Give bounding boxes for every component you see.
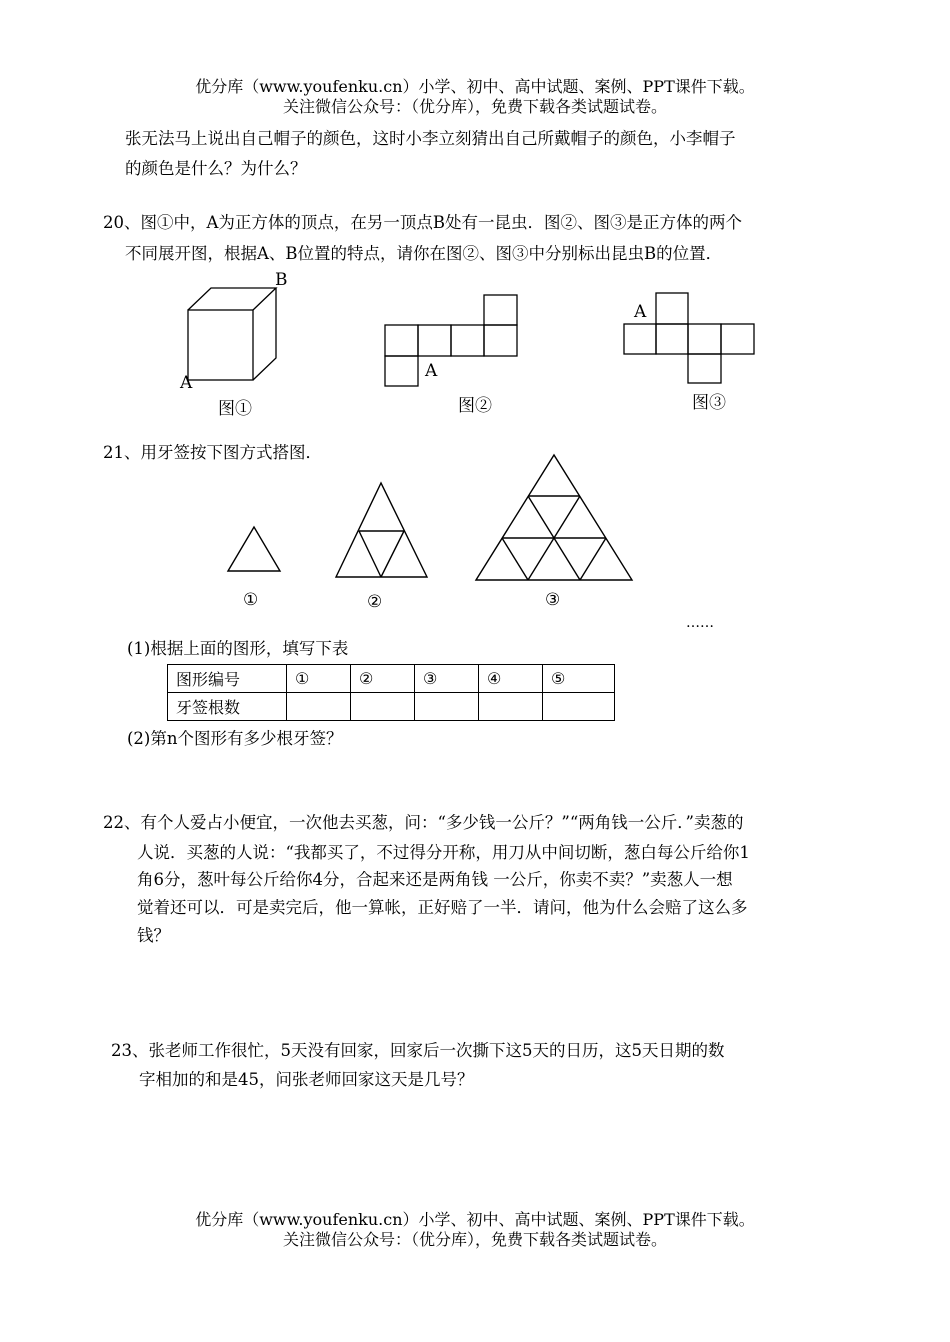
table-header-cell: 牙签根数 <box>168 693 287 721</box>
table-answer-cell[interactable] <box>543 693 615 721</box>
table-answer-cell[interactable] <box>479 693 543 721</box>
table-row <box>168 665 615 693</box>
toothpick-triangles <box>200 450 650 585</box>
fig1-caption: 图① <box>218 399 252 419</box>
q20-line-2: 不同展开图，根据A、B位置的特点，请你在图②、图③中分别标出昆虫B的位置． <box>125 244 723 263</box>
triangle-figure-3 <box>476 455 632 580</box>
q19-line-2: 的颜色是什么？为什么？ <box>125 159 307 178</box>
cube-top-face <box>188 288 276 310</box>
net2-square <box>451 325 484 356</box>
fig2-caption: 图② <box>458 396 492 416</box>
q23-line-1: 23、张老师工作很忙，5天没有回家，回家后一次撕下这5天的日历，这5天日期的数 <box>111 1041 725 1060</box>
net2-square <box>484 295 517 325</box>
footer-line-1: 优分库（www.youfenku.cn）小学、初中、高中试题、案例、PPT课件下载。 <box>195 1210 755 1229</box>
table-answer-cell[interactable] <box>415 693 479 721</box>
table-answer-cell[interactable] <box>351 693 415 721</box>
q21-part-1: (1)根据上面的图形，填写下表 <box>127 639 349 658</box>
cube-label-a: A <box>180 373 193 393</box>
q21-line-1: 21、用牙签按下图方式搭图． <box>103 443 322 462</box>
table-cell: ① <box>287 665 351 693</box>
net2-square <box>385 356 418 386</box>
q22-line-3: 角6分，葱叶每公斤给你4分，合起来还是两角钱 一公斤，你卖不卖？”卖葱人一想 <box>137 870 733 889</box>
q22-line-2: 人说．买葱的人说：“我都买了，不过得分开称，用刀从中间切断，葱白每公斤给你1 <box>137 843 750 862</box>
net3-square <box>656 324 688 354</box>
net3-square <box>688 324 721 354</box>
toothpick-table <box>167 664 615 721</box>
header-line-1: 优分库（www.youfenku.cn）小学、初中、高中试题、案例、PPT课件下载。 <box>195 77 755 96</box>
net3-square <box>656 293 688 324</box>
triangle-caption-1: ① <box>243 590 259 610</box>
net3-label-a: A <box>634 302 647 322</box>
cube-label-b: B <box>275 270 288 290</box>
table-cell: ④ <box>479 665 543 693</box>
net3-square <box>624 324 656 354</box>
net2-square <box>385 325 418 356</box>
cube-net-2 <box>380 292 525 392</box>
table-answer-cell[interactable] <box>287 693 351 721</box>
q21-part-2: (2)第n个图形有多少根牙签？ <box>127 729 343 748</box>
fig3-caption: 图③ <box>692 393 726 413</box>
table-row <box>168 693 615 721</box>
table-header-cell: 图形编号 <box>168 665 287 693</box>
triangle-caption-2: ② <box>367 592 383 612</box>
q22-line-4: 觉着还可以．可是卖完后，他一算帐，正好赔了一半．请问，他为什么会赔了这么多 <box>137 898 748 917</box>
table-cell: ② <box>351 665 415 693</box>
triangle-figure-1 <box>228 527 280 571</box>
net2-label-a: A <box>425 361 438 381</box>
triangle-caption-3: ③ <box>545 590 561 610</box>
cube-side-face <box>253 288 276 380</box>
header-line-2: 关注微信公众号：（优分库），免费下载各类试题试卷。 <box>282 97 667 116</box>
cube-front-face <box>188 310 253 380</box>
net2-square <box>418 325 451 356</box>
ellipsis: …… <box>686 615 714 631</box>
footer-line-2: 关注微信公众号：（优分库），免费下载各类试题试卷。 <box>282 1230 667 1249</box>
q22-line-1: 22、有个人爱占小便宜，一次他去买葱，问：“多少钱一公斤？”“两角钱一公斤．”卖葱的 <box>103 813 744 832</box>
table-cell: ③ <box>415 665 479 693</box>
net3-square <box>721 324 754 354</box>
q22-line-5: 钱？ <box>137 926 170 945</box>
q23-line-2: 字相加的和是45，问张老师回家这天是几号？ <box>139 1070 474 1089</box>
net2-square <box>484 325 517 356</box>
net3-square <box>688 354 721 383</box>
q20-line-1: 20、图①中，A为正方体的顶点，在另一顶点B处有一昆虫．图②、图③是正方体的两个 <box>103 213 743 232</box>
table-cell: ⑤ <box>543 665 615 693</box>
q19-line-1: 张无法马上说出自己帽子的颜色，这时小李立刻猜出自己所戴帽子的颜色，小李帽子 <box>125 129 736 148</box>
triangle-figure-2 <box>336 483 427 577</box>
